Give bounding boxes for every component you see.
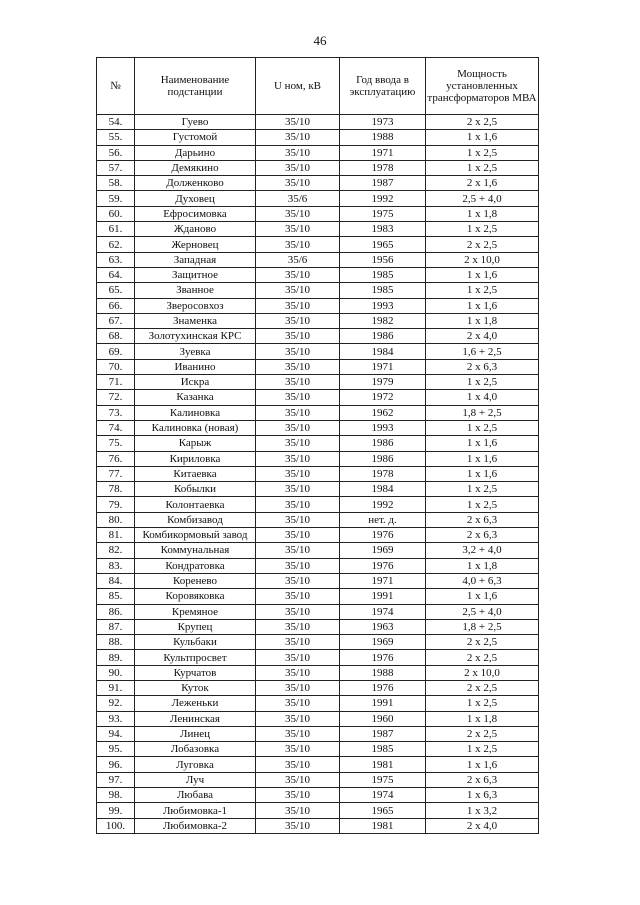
commissioning-year: 1971 — [340, 359, 426, 374]
nominal-voltage: 35/10 — [256, 206, 340, 221]
table-row — [97, 788, 539, 803]
nominal-voltage: 35/10 — [256, 283, 340, 298]
row-number: 54. — [97, 115, 135, 130]
transformer-capacity: 1 x 2,5 — [426, 696, 539, 711]
table-row — [97, 696, 539, 711]
transformer-capacity: 1 x 6,3 — [426, 788, 539, 803]
substation-name: Китаевка — [135, 466, 256, 481]
transformer-capacity: 1 x 1,6 — [426, 298, 539, 313]
nominal-voltage: 35/10 — [256, 237, 340, 252]
nominal-voltage: 35/10 — [256, 329, 340, 344]
transformer-capacity: 1 x 2,5 — [426, 283, 539, 298]
nominal-voltage: 35/10 — [256, 466, 340, 481]
transformer-capacity: 2 x 2,5 — [426, 726, 539, 741]
commissioning-year: 1972 — [340, 390, 426, 405]
substation-name: Защитное — [135, 267, 256, 282]
row-number: 93. — [97, 711, 135, 726]
nominal-voltage: 35/10 — [256, 696, 340, 711]
commissioning-year: 1987 — [340, 726, 426, 741]
table-row — [97, 206, 539, 221]
commissioning-year: 1975 — [340, 772, 426, 787]
table-row — [97, 436, 539, 451]
substation-name: Кульбаки — [135, 635, 256, 650]
nominal-voltage: 35/10 — [256, 482, 340, 497]
nominal-voltage: 35/10 — [256, 145, 340, 160]
table-row — [97, 497, 539, 512]
nominal-voltage: 35/10 — [256, 420, 340, 435]
row-number: 64. — [97, 267, 135, 282]
nominal-voltage: 35/10 — [256, 711, 340, 726]
substation-name: Золотухинская КРС — [135, 329, 256, 344]
commissioning-year: 1992 — [340, 191, 426, 206]
substation-name: Лобазовка — [135, 742, 256, 757]
table-row — [97, 222, 539, 237]
commissioning-year: 1976 — [340, 528, 426, 543]
transformer-capacity: 1 x 1,6 — [426, 130, 539, 145]
row-number: 85. — [97, 589, 135, 604]
header-power: Мощность установленных трансформаторов МВА — [426, 58, 539, 115]
table-row — [97, 420, 539, 435]
substation-name: Искра — [135, 375, 256, 390]
substation-name: Гуево — [135, 115, 256, 130]
table-body — [97, 115, 539, 834]
table-row — [97, 604, 539, 619]
nominal-voltage: 35/10 — [256, 635, 340, 650]
nominal-voltage: 35/10 — [256, 375, 340, 390]
nominal-voltage: 35/10 — [256, 665, 340, 680]
row-number: 91. — [97, 680, 135, 695]
row-number: 68. — [97, 329, 135, 344]
commissioning-year: 1986 — [340, 329, 426, 344]
transformer-capacity: 1,8 + 2,5 — [426, 405, 539, 420]
substation-name: Знаменка — [135, 313, 256, 328]
transformer-capacity: 1 x 2,5 — [426, 160, 539, 175]
nominal-voltage: 35/10 — [256, 619, 340, 634]
transformer-capacity: 4,0 + 6,3 — [426, 573, 539, 588]
substation-name: Луч — [135, 772, 256, 787]
commissioning-year: 1976 — [340, 650, 426, 665]
table-row — [97, 145, 539, 160]
substation-name: Линец — [135, 726, 256, 741]
commissioning-year: 1974 — [340, 604, 426, 619]
substation-name: Луговка — [135, 757, 256, 772]
substation-name: Кремяное — [135, 604, 256, 619]
row-number: 60. — [97, 206, 135, 221]
substation-name: Дарьино — [135, 145, 256, 160]
table-row — [97, 313, 539, 328]
transformer-capacity: 1 x 4,0 — [426, 390, 539, 405]
substations-table — [96, 57, 539, 834]
substation-name: Культпросвет — [135, 650, 256, 665]
substation-name: Любава — [135, 788, 256, 803]
commissioning-year: 1986 — [340, 436, 426, 451]
table-row — [97, 558, 539, 573]
table-row — [97, 528, 539, 543]
substation-name: Кондратовка — [135, 558, 256, 573]
substation-name: Густомой — [135, 130, 256, 145]
table-row — [97, 711, 539, 726]
transformer-capacity: 1 x 1,6 — [426, 451, 539, 466]
row-number: 62. — [97, 237, 135, 252]
row-number: 76. — [97, 451, 135, 466]
commissioning-year: 1969 — [340, 543, 426, 558]
transformer-capacity: 1 x 1,8 — [426, 206, 539, 221]
transformer-capacity: 1 x 1,8 — [426, 313, 539, 328]
commissioning-year: 1993 — [340, 298, 426, 313]
commissioning-year: 1971 — [340, 573, 426, 588]
table-row — [97, 635, 539, 650]
transformer-capacity: 1,8 + 2,5 — [426, 619, 539, 634]
table-row — [97, 267, 539, 282]
nominal-voltage: 35/6 — [256, 191, 340, 206]
substation-name: Леженьки — [135, 696, 256, 711]
nominal-voltage: 35/10 — [256, 742, 340, 757]
row-number: 81. — [97, 528, 135, 543]
row-number: 92. — [97, 696, 135, 711]
header-name: Наименование подстанции — [135, 58, 256, 115]
substation-name: Жерновец — [135, 237, 256, 252]
substation-name: Долженково — [135, 176, 256, 191]
substation-name: Жданово — [135, 222, 256, 237]
nominal-voltage: 35/10 — [256, 589, 340, 604]
row-number: 78. — [97, 482, 135, 497]
transformer-capacity: 1 x 1,6 — [426, 589, 539, 604]
transformer-capacity: 2 x 4,0 — [426, 818, 539, 833]
commissioning-year: 1988 — [340, 130, 426, 145]
row-number: 63. — [97, 252, 135, 267]
commissioning-year: 1982 — [340, 313, 426, 328]
nominal-voltage: 35/10 — [256, 130, 340, 145]
commissioning-year: 1983 — [340, 222, 426, 237]
substation-name: Куток — [135, 680, 256, 695]
commissioning-year: 1981 — [340, 818, 426, 833]
transformer-capacity: 1 x 2,5 — [426, 482, 539, 497]
commissioning-year: 1984 — [340, 344, 426, 359]
transformer-capacity: 2 x 10,0 — [426, 665, 539, 680]
transformer-capacity: 2 x 2,5 — [426, 650, 539, 665]
substation-name: Кириловка — [135, 451, 256, 466]
row-number: 99. — [97, 803, 135, 818]
nominal-voltage: 35/10 — [256, 390, 340, 405]
table-row — [97, 680, 539, 695]
row-number: 77. — [97, 466, 135, 481]
table-row — [97, 160, 539, 175]
table-row — [97, 451, 539, 466]
commissioning-year: нет. д. — [340, 512, 426, 527]
transformer-capacity: 2 x 1,6 — [426, 176, 539, 191]
transformer-capacity: 2 x 6,3 — [426, 512, 539, 527]
transformer-capacity: 2,5 + 4,0 — [426, 191, 539, 206]
substation-name: Комбизавод — [135, 512, 256, 527]
substation-name: Званное — [135, 283, 256, 298]
row-number: 88. — [97, 635, 135, 650]
commissioning-year: 1985 — [340, 742, 426, 757]
row-number: 75. — [97, 436, 135, 451]
nominal-voltage: 35/10 — [256, 267, 340, 282]
row-number: 86. — [97, 604, 135, 619]
nominal-voltage: 35/10 — [256, 176, 340, 191]
row-number: 70. — [97, 359, 135, 374]
substation-name: Коммунальная — [135, 543, 256, 558]
transformer-capacity: 2 x 2,5 — [426, 680, 539, 695]
row-number: 80. — [97, 512, 135, 527]
commissioning-year: 1985 — [340, 267, 426, 282]
nominal-voltage: 35/10 — [256, 451, 340, 466]
row-number: 100. — [97, 818, 135, 833]
substation-name: Любимовка-2 — [135, 818, 256, 833]
row-number: 67. — [97, 313, 135, 328]
header-voltage: U ном, кВ — [256, 58, 340, 115]
nominal-voltage: 35/10 — [256, 757, 340, 772]
row-number: 87. — [97, 619, 135, 634]
commissioning-year: 1978 — [340, 160, 426, 175]
substation-name: Коровяковка — [135, 589, 256, 604]
substation-name: Карыж — [135, 436, 256, 451]
substation-name: Комбикормовый завод — [135, 528, 256, 543]
table-row — [97, 375, 539, 390]
table-row — [97, 650, 539, 665]
commissioning-year: 1960 — [340, 711, 426, 726]
substation-name: Зуевка — [135, 344, 256, 359]
nominal-voltage: 35/10 — [256, 543, 340, 558]
nominal-voltage: 35/10 — [256, 222, 340, 237]
nominal-voltage: 35/10 — [256, 650, 340, 665]
commissioning-year: 1965 — [340, 237, 426, 252]
commissioning-year: 1975 — [340, 206, 426, 221]
nominal-voltage: 35/10 — [256, 726, 340, 741]
transformer-capacity: 2 x 6,3 — [426, 359, 539, 374]
row-number: 57. — [97, 160, 135, 175]
header-row — [97, 58, 539, 115]
nominal-voltage: 35/10 — [256, 818, 340, 833]
transformer-capacity: 1 x 1,6 — [426, 267, 539, 282]
nominal-voltage: 35/10 — [256, 115, 340, 130]
row-number: 79. — [97, 497, 135, 512]
substation-name: Духовец — [135, 191, 256, 206]
substation-name: Любимовка-1 — [135, 803, 256, 818]
table-row — [97, 176, 539, 191]
header-num: № — [97, 58, 135, 115]
commissioning-year: 1991 — [340, 589, 426, 604]
transformer-capacity: 2 x 2,5 — [426, 115, 539, 130]
transformer-capacity: 1 x 2,5 — [426, 420, 539, 435]
table-row — [97, 237, 539, 252]
commissioning-year: 1962 — [340, 405, 426, 420]
header-year: Год ввода в эксплуатацию — [340, 58, 426, 115]
nominal-voltage: 35/10 — [256, 772, 340, 787]
transformer-capacity: 2 x 4,0 — [426, 329, 539, 344]
row-number: 71. — [97, 375, 135, 390]
substation-name: Иванино — [135, 359, 256, 374]
row-number: 96. — [97, 757, 135, 772]
table-row — [97, 405, 539, 420]
commissioning-year: 1979 — [340, 375, 426, 390]
commissioning-year: 1981 — [340, 757, 426, 772]
commissioning-year: 1973 — [340, 115, 426, 130]
commissioning-year: 1971 — [340, 145, 426, 160]
transformer-capacity: 2 x 2,5 — [426, 635, 539, 650]
nominal-voltage: 35/10 — [256, 680, 340, 695]
transformer-capacity: 1 x 3,2 — [426, 803, 539, 818]
substation-name: Калиновка — [135, 405, 256, 420]
table-row — [97, 543, 539, 558]
row-number: 94. — [97, 726, 135, 741]
table-row — [97, 115, 539, 130]
nominal-voltage: 35/6 — [256, 252, 340, 267]
commissioning-year: 1978 — [340, 466, 426, 481]
row-number: 56. — [97, 145, 135, 160]
row-number: 65. — [97, 283, 135, 298]
nominal-voltage: 35/10 — [256, 497, 340, 512]
commissioning-year: 1992 — [340, 497, 426, 512]
row-number: 84. — [97, 573, 135, 588]
transformer-capacity: 1 x 2,5 — [426, 145, 539, 160]
row-number: 83. — [97, 558, 135, 573]
table-row — [97, 359, 539, 374]
nominal-voltage: 35/10 — [256, 573, 340, 588]
commissioning-year: 1986 — [340, 451, 426, 466]
nominal-voltage: 35/10 — [256, 298, 340, 313]
row-number: 66. — [97, 298, 135, 313]
row-number: 72. — [97, 390, 135, 405]
commissioning-year: 1985 — [340, 283, 426, 298]
nominal-voltage: 35/10 — [256, 604, 340, 619]
transformer-capacity: 2 x 10,0 — [426, 252, 539, 267]
substation-name: Коренево — [135, 573, 256, 588]
table-row — [97, 803, 539, 818]
table-row — [97, 283, 539, 298]
table-row — [97, 573, 539, 588]
table-row — [97, 466, 539, 481]
substation-name: Казанка — [135, 390, 256, 405]
commissioning-year: 1991 — [340, 696, 426, 711]
transformer-capacity: 2 x 2,5 — [426, 237, 539, 252]
nominal-voltage: 35/10 — [256, 528, 340, 543]
row-number: 73. — [97, 405, 135, 420]
table-row — [97, 665, 539, 680]
commissioning-year: 1976 — [340, 558, 426, 573]
transformer-capacity: 1 x 1,8 — [426, 558, 539, 573]
transformer-capacity: 1 x 1,6 — [426, 466, 539, 481]
commissioning-year: 1965 — [340, 803, 426, 818]
transformer-capacity: 1 x 1,6 — [426, 436, 539, 451]
commissioning-year: 1984 — [340, 482, 426, 497]
transformer-capacity: 1 x 1,8 — [426, 711, 539, 726]
table-row — [97, 512, 539, 527]
row-number: 61. — [97, 222, 135, 237]
table-row — [97, 482, 539, 497]
substation-name: Кобылки — [135, 482, 256, 497]
nominal-voltage: 35/10 — [256, 313, 340, 328]
table-row — [97, 742, 539, 757]
row-number: 59. — [97, 191, 135, 206]
nominal-voltage: 35/10 — [256, 359, 340, 374]
table-row — [97, 619, 539, 634]
transformer-capacity: 2 x 6,3 — [426, 528, 539, 543]
substation-name: Зверосовхоз — [135, 298, 256, 313]
substation-name: Крупец — [135, 619, 256, 634]
substation-name: Ленинская — [135, 711, 256, 726]
page-number: 46 — [313, 33, 327, 48]
table-row — [97, 329, 539, 344]
row-number: 95. — [97, 742, 135, 757]
commissioning-year: 1963 — [340, 619, 426, 634]
transformer-capacity: 2,5 + 4,0 — [426, 604, 539, 619]
nominal-voltage: 35/10 — [256, 344, 340, 359]
commissioning-year: 1974 — [340, 788, 426, 803]
table-row — [97, 191, 539, 206]
substation-name: Западная — [135, 252, 256, 267]
table-row — [97, 252, 539, 267]
table-row — [97, 344, 539, 359]
nominal-voltage: 35/10 — [256, 405, 340, 420]
commissioning-year: 1988 — [340, 665, 426, 680]
row-number: 90. — [97, 665, 135, 680]
table-row — [97, 589, 539, 604]
transformer-capacity: 2 x 6,3 — [426, 772, 539, 787]
table-row — [97, 818, 539, 833]
transformer-capacity: 1 x 2,5 — [426, 497, 539, 512]
nominal-voltage: 35/10 — [256, 160, 340, 175]
commissioning-year: 1976 — [340, 680, 426, 695]
substation-name: Колонтаевка — [135, 497, 256, 512]
substation-name: Калиновка (новая) — [135, 420, 256, 435]
table-row — [97, 130, 539, 145]
row-number: 98. — [97, 788, 135, 803]
row-number: 74. — [97, 420, 135, 435]
transformer-capacity: 1 x 2,5 — [426, 742, 539, 757]
transformer-capacity: 1,6 + 2,5 — [426, 344, 539, 359]
table-row — [97, 390, 539, 405]
commissioning-year: 1993 — [340, 420, 426, 435]
nominal-voltage: 35/10 — [256, 436, 340, 451]
nominal-voltage: 35/10 — [256, 558, 340, 573]
nominal-voltage: 35/10 — [256, 788, 340, 803]
table-row — [97, 772, 539, 787]
row-number: 69. — [97, 344, 135, 359]
transformer-capacity: 1 x 2,5 — [426, 375, 539, 390]
table-row — [97, 298, 539, 313]
table-header — [97, 58, 539, 115]
transformer-capacity: 3,2 + 4,0 — [426, 543, 539, 558]
commissioning-year: 1956 — [340, 252, 426, 267]
row-number: 55. — [97, 130, 135, 145]
table-row — [97, 757, 539, 772]
substation-name: Демякино — [135, 160, 256, 175]
row-number: 58. — [97, 176, 135, 191]
row-number: 97. — [97, 772, 135, 787]
row-number: 89. — [97, 650, 135, 665]
table-row — [97, 726, 539, 741]
transformer-capacity: 1 x 1,6 — [426, 757, 539, 772]
substation-name: Курчатов — [135, 665, 256, 680]
commissioning-year: 1969 — [340, 635, 426, 650]
commissioning-year: 1987 — [340, 176, 426, 191]
transformer-capacity: 1 x 2,5 — [426, 222, 539, 237]
row-number: 82. — [97, 543, 135, 558]
nominal-voltage: 35/10 — [256, 512, 340, 527]
substation-name: Ефросимовка — [135, 206, 256, 221]
nominal-voltage: 35/10 — [256, 803, 340, 818]
